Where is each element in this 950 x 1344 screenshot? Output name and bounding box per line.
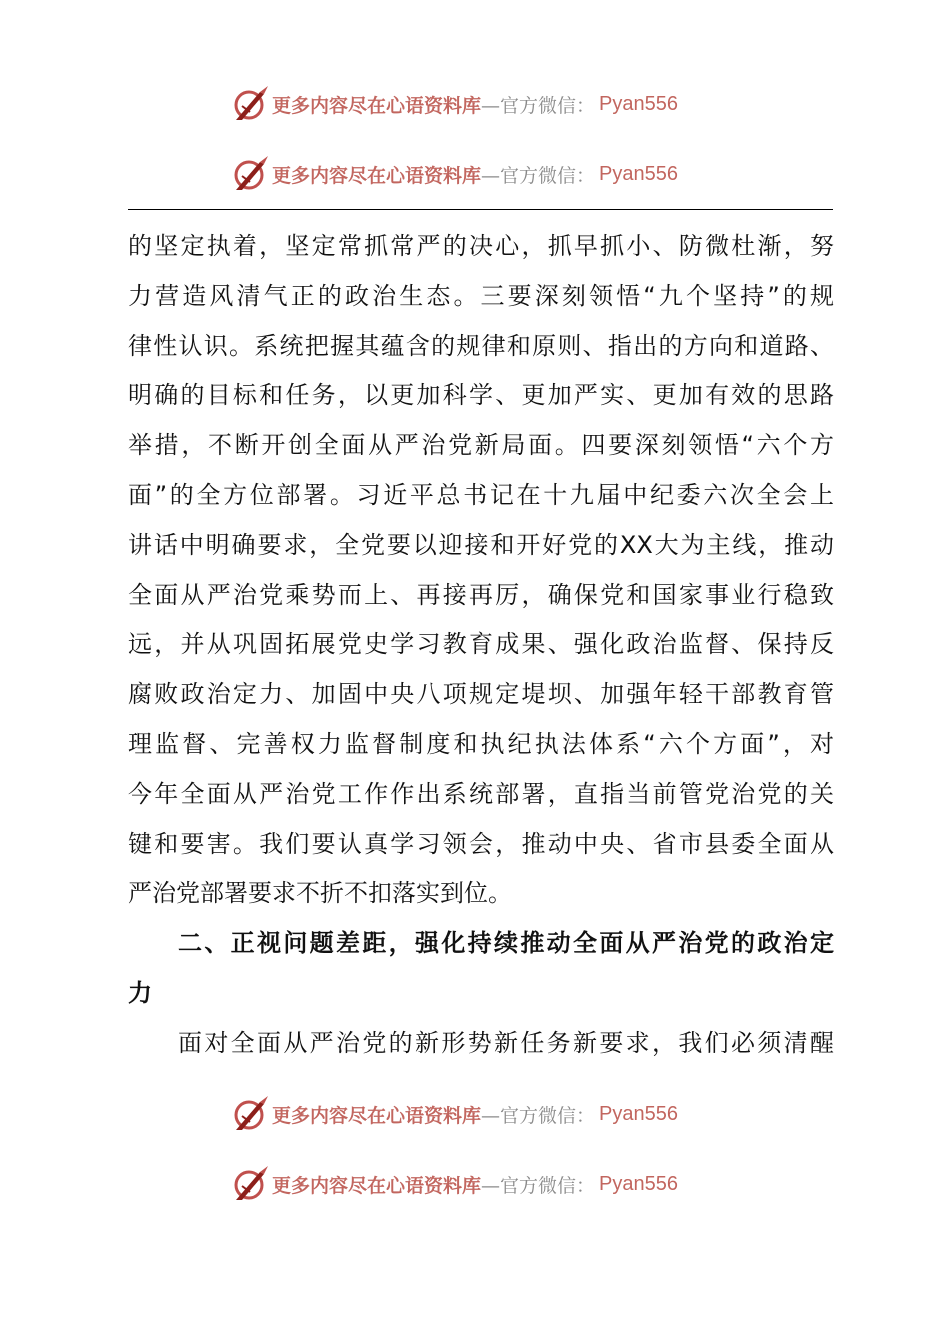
document-body <box>128 222 834 1069</box>
section-heading-continuation: 力 <box>128 978 152 1007</box>
watermark-banner-top-1 <box>230 84 678 124</box>
text-line: 的坚定执着，坚定常抓常严的决心，抓早抓小、防微杜渐，努 <box>128 232 834 260</box>
banner-wechat-id: Pyan556 <box>599 162 678 185</box>
text-line: 力营造风清气正的政治生态。三要深刻领悟“九个坚持”的规 <box>128 281 834 310</box>
quill-pen-logo-icon <box>230 1094 270 1134</box>
quill-pen-logo-icon <box>230 84 270 124</box>
watermark-banner-top-2 <box>230 154 678 194</box>
quill-pen-logo-icon <box>230 154 270 194</box>
watermark-banner-bottom-2 <box>230 1164 678 1204</box>
banner-wechat-id: Pyan556 <box>599 92 678 115</box>
paragraph-start-line: 面对全面从严治党的新形势新任务新要求，我们必须清醒 <box>178 1028 834 1057</box>
text-line: 远，并从巩固拓展党史学习教育成果、强化政治监督、保持反 <box>128 630 834 659</box>
text-line: 今年全面从严治党工作作出系统部署，直指当前管党治党的关 <box>128 779 834 808</box>
quill-pen-logo-icon <box>230 1164 270 1204</box>
banner-wechat-id: Pyan556 <box>599 1172 678 1195</box>
banner-contact-label: —官方微信： <box>481 1174 596 1197</box>
text-line: 严治党部署要求不折不扣落实到位。 <box>128 879 512 908</box>
text-line: 腐败政治定力、加固中央八项规定堤坝、加强年轻干部教育管 <box>128 680 834 709</box>
banner-contact-label: —官方微信： <box>481 164 596 187</box>
text-line: 讲话中明确要求，全党要以迎接和开好党的XX大为主线，推动 <box>128 530 834 559</box>
banner-brand-text: 更多内容尽在心语资料库 <box>272 1174 482 1197</box>
watermark-banner-bottom-1 <box>230 1094 678 1134</box>
banner-contact-label: —官方微信： <box>481 1104 596 1127</box>
text-line: 全面从严治党乘势而上、再接再厉，确保党和国家事业行稳致 <box>128 580 834 609</box>
banner-wechat-id: Pyan556 <box>599 1102 678 1125</box>
text-line: 举措，不断开创全面从严治党新局面。四要深刻领悟“六个方 <box>128 431 834 460</box>
banner-contact-label: —官方微信： <box>481 94 596 117</box>
section-heading: 二、正视问题差距，强化持续推动全面从严治党的政治定 <box>178 929 834 958</box>
banner-brand-text: 更多内容尽在心语资料库 <box>272 94 482 117</box>
banner-brand-text: 更多内容尽在心语资料库 <box>272 1104 482 1127</box>
text-line: 键和要害。我们要认真学习领会，推动中央、省市县委全面从 <box>128 829 834 858</box>
banner-brand-text: 更多内容尽在心语资料库 <box>272 164 482 187</box>
text-line: 面”的全方位部署。习近平总书记在十九届中纪委六次全会上 <box>128 480 834 509</box>
header-divider <box>128 209 833 210</box>
text-line: 理监督、完善权力监督制度和执纪执法体系“六个方面”，对 <box>128 729 834 758</box>
text-line: 明确的目标和任务，以更加科学、更加严实、更加有效的思路 <box>128 381 834 410</box>
text-line: 律性认识。系统把握其蕴含的规律和原则、指出的方向和道路、 <box>128 331 834 360</box>
